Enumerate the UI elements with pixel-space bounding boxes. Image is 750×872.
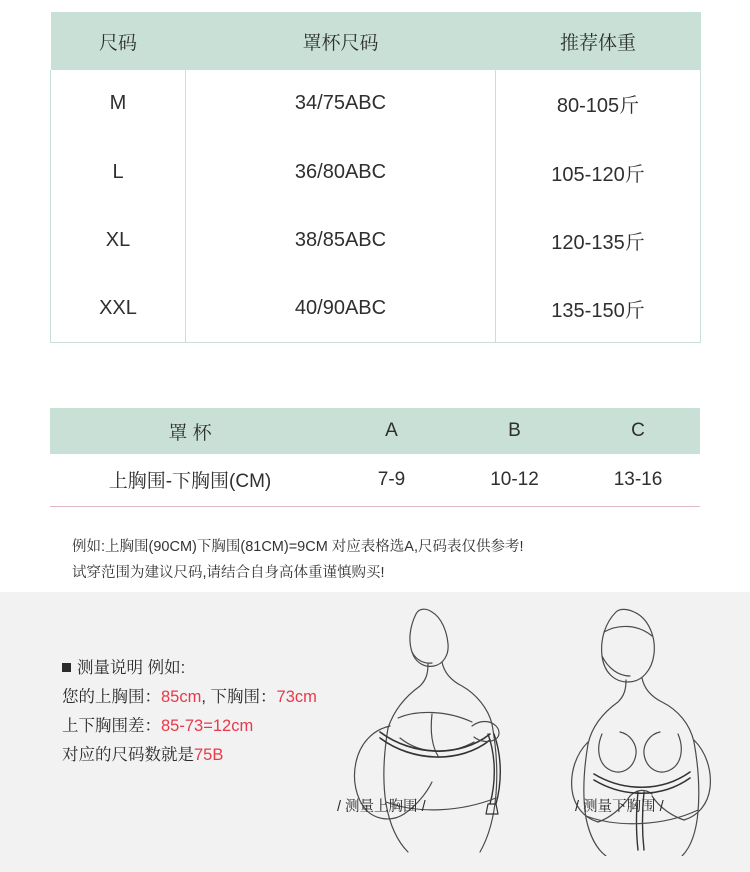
cell-weight: 120-135斤 — [496, 206, 701, 274]
measurement-line-2 — [62, 712, 317, 741]
size-table-header-cup: 罩杯尺码 — [186, 12, 496, 70]
size-table-head — [51, 12, 701, 70]
cell-weight: 135-150斤 — [496, 274, 701, 342]
result-value: 75B — [194, 746, 224, 764]
table-row — [51, 206, 701, 274]
note-line-2: 试穿范围为建议尺码,请结合自身高体重谨慎购买! — [72, 565, 385, 581]
cell-size: M — [51, 70, 186, 138]
cup-table-header-a: A — [330, 408, 453, 454]
figure-caption-upper-bust: / 测量上胸围 / — [337, 799, 426, 815]
cell-a-value: 7-9 — [330, 454, 453, 506]
cup-table-header-row — [50, 408, 700, 454]
table-row — [50, 454, 700, 506]
measurement-instructions — [62, 654, 317, 770]
cell-cup: 34/75ABC — [186, 70, 496, 138]
note-line-1: 例如:上胸围(90CM)下胸围(81CM)=9CM 对应表格选A,尺码表仅供参考! — [72, 539, 524, 555]
size-table-header-row — [51, 12, 701, 70]
figure-illustrations-svg — [320, 606, 740, 856]
cup-table — [50, 408, 700, 507]
bullet-square-icon — [62, 663, 71, 672]
cup-table-header-c: C — [576, 408, 700, 454]
measurement-line-3 — [62, 741, 317, 770]
underbust-label: , 下胸围： — [201, 688, 277, 706]
table-row — [51, 274, 701, 342]
measurement-panel — [0, 592, 750, 872]
cell-cup: 36/80ABC — [186, 138, 496, 206]
size-table-header-weight: 推荐体重 — [496, 12, 701, 70]
cell-weight: 105-120斤 — [496, 138, 701, 206]
underbust-value: 73cm — [276, 688, 317, 706]
result-label: 对应的尺码数就是 — [62, 746, 194, 764]
difference-value: 85-73=12cm — [161, 717, 254, 735]
cell-cup: 40/90ABC — [186, 274, 496, 342]
cell-b-value: 10-12 — [453, 454, 576, 506]
cell-c-value: 13-16 — [576, 454, 700, 506]
measurement-title — [62, 654, 317, 683]
measurement-line-1 — [62, 683, 317, 712]
table-row — [51, 138, 701, 206]
table-row — [51, 70, 701, 138]
cup-table-header-b: B — [453, 408, 576, 454]
cell-size: XXL — [51, 274, 186, 342]
cell-cup: 38/85ABC — [186, 206, 496, 274]
figure-caption-under-bust: / 测量下胸围 / — [575, 799, 664, 815]
size-table-body — [51, 70, 701, 342]
bust-label: 您的上胸围： — [62, 688, 161, 706]
cell-size: XL — [51, 206, 186, 274]
measurement-title-text: 测量说明 例如: — [77, 659, 186, 677]
cup-table-body — [50, 454, 700, 506]
cell-difference-label: 上胸围-下胸围(CM) — [50, 454, 330, 506]
measurement-figures — [320, 606, 740, 856]
figure-under-bust — [572, 609, 711, 856]
cup-table-header-label: 罩 杯 — [50, 408, 330, 454]
bust-value: 85cm — [161, 688, 202, 706]
cell-weight: 80-105斤 — [496, 70, 701, 138]
size-table-header-size: 尺码 — [51, 12, 186, 70]
difference-label: 上下胸围差： — [62, 717, 161, 735]
cell-size: L — [51, 138, 186, 206]
notes — [72, 534, 524, 586]
cup-table-head — [50, 408, 700, 454]
size-table — [50, 12, 701, 343]
